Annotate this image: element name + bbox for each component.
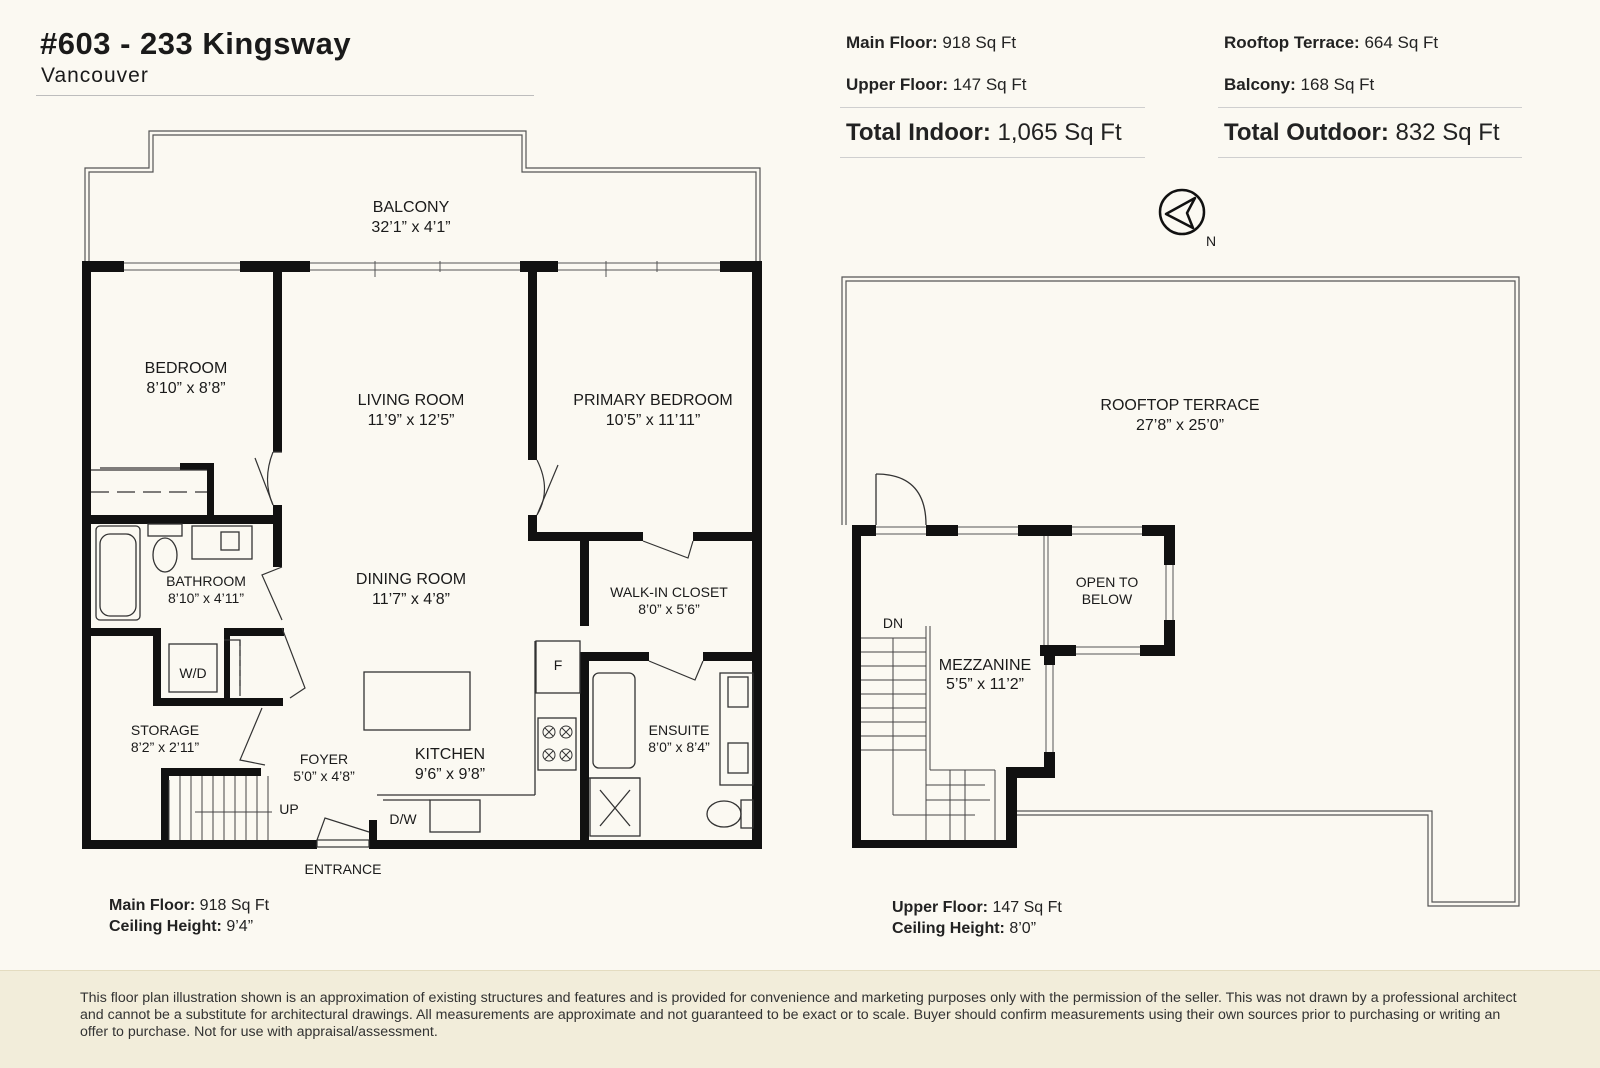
- mezzanine-label: MEZZANINE: [938, 657, 1032, 674]
- storage-dim: 8’2” x 2’11”: [130, 739, 200, 755]
- summary-total-indoor-label: Total Indoor:: [846, 119, 991, 146]
- dining-room-dim: 11’7” x 4’8”: [372, 591, 450, 608]
- caption-main-ceiling-label: Ceiling Height:: [109, 918, 222, 935]
- open-to-below-label-2: BELOW: [1081, 591, 1133, 607]
- summary-total-outdoor-value: 832 Sq Ft: [1395, 119, 1500, 146]
- caption-main-ceiling-value: 9’4”: [226, 918, 254, 935]
- terrace-door: [876, 474, 926, 525]
- summary-upper-floor-value: 147 Sq Ft: [952, 75, 1027, 94]
- main-stairs: [169, 776, 272, 840]
- mezzanine-dim: 5’5” x 11’2”: [946, 676, 1024, 693]
- cooktop-icon: [543, 726, 572, 761]
- open-to-below-label: OPEN TO: [1075, 574, 1139, 590]
- summary-main-floor-value: 918 Sq Ft: [942, 33, 1017, 52]
- bedroom-closet: [91, 468, 207, 492]
- kitchen-fixtures: [364, 641, 580, 832]
- fridge-label: F: [553, 657, 563, 673]
- living-room-dim: 11’9” x 12’5”: [367, 412, 455, 429]
- entrance-label: ENTRANCE: [304, 861, 382, 877]
- balcony-dim: 32’1” x 4’1”: [371, 219, 451, 236]
- disclaimer-text: This floor plan illustration shown is an approximation of existing structures and features and is provided for convenience and marketing purposes only with the permission of the seller. This was not drawn by a professional architect and cannot be a substitute for architectural drawings. All measurements are approximate and not guaranteed to be exact or to scale. Buyer should confirm measurements using their own sources prior to purchasing or writing an offer to purchase. Not for use with appraisal/assessment.: [80, 990, 1517, 1040]
- rooftop-terrace-label: ROOFTOP TERRACE: [1100, 397, 1260, 414]
- caption-upper-ceiling-value: 8’0”: [1009, 920, 1037, 937]
- main-floor-caption: [109, 895, 269, 937]
- balcony-label: BALCONY: [372, 199, 450, 216]
- listing-title: #603 - 233 Kingsway: [40, 26, 352, 61]
- listing-city: Vancouver: [41, 64, 149, 87]
- ensuite-label: ENSUITE: [648, 722, 710, 738]
- summary-rooftop-value: 664 Sq Ft: [1364, 33, 1439, 52]
- rooftop-terrace-dim: 27’8” x 25’0”: [1135, 417, 1225, 434]
- caption-main-floor-label: Main Floor:: [109, 897, 196, 914]
- walk-in-closet-label: WALK-IN CLOSET: [610, 584, 728, 600]
- caption-main-floor-value: 918 Sq Ft: [199, 897, 270, 914]
- foyer-dim: 5’0” x 4’8”: [293, 768, 355, 784]
- kitchen-dim: 9’6” x 9’8”: [414, 766, 486, 783]
- balcony-outline: [85, 131, 760, 261]
- caption-upper-ceiling-label: Ceiling Height:: [892, 920, 1005, 937]
- north-compass-icon: [1160, 190, 1216, 249]
- upper-floor-caption: [892, 897, 1062, 939]
- stairs-down-label: DN: [882, 615, 904, 631]
- upper-floor-plan: [842, 277, 1519, 906]
- summary-rooftop-label: Rooftop Terrace:: [1224, 33, 1360, 52]
- bathroom-dim: 8’10” x 4’11”: [167, 590, 245, 606]
- walk-in-closet-dim: 8’0” x 5’6”: [638, 601, 700, 617]
- ensuite-dim: 8’0” x 8’4”: [648, 739, 710, 755]
- washer-dryer-label: W/D: [179, 665, 207, 681]
- rooftop-terrace-outline: [842, 277, 1519, 906]
- compass-label: N: [1206, 233, 1217, 249]
- doors: [224, 452, 703, 847]
- living-room-label: LIVING ROOM: [357, 392, 465, 409]
- dining-room-label: DINING ROOM: [355, 571, 467, 588]
- dishwasher-label: D/W: [389, 811, 417, 827]
- kitchen-label: KITCHEN: [414, 746, 486, 763]
- primary-bedroom-label: PRIMARY BEDROOM: [573, 392, 733, 409]
- bedroom-dim: 8’10” x 8’8”: [146, 380, 226, 397]
- bathroom-label: BATHROOM: [166, 573, 246, 589]
- summary-total-outdoor-label: Total Outdoor:: [1224, 119, 1389, 146]
- storage-label: STORAGE: [130, 722, 200, 738]
- mezzanine-windows: [876, 527, 1173, 752]
- caption-upper-floor-value: 147 Sq Ft: [992, 899, 1062, 916]
- caption-upper-floor-label: Upper Floor:: [892, 899, 988, 916]
- summary-upper-floor-label: Upper Floor:: [846, 75, 948, 94]
- windows: [124, 261, 720, 277]
- bedroom-label: BEDROOM: [144, 360, 228, 377]
- stairs-up-label: UP: [279, 801, 299, 817]
- foyer-label: FOYER: [299, 751, 349, 767]
- upper-floor-labels: [939, 397, 1260, 693]
- summary-total-indoor-value: 1,065 Sq Ft: [997, 119, 1122, 146]
- main-floor-labels: [145, 199, 733, 783]
- summary-balcony-label: Balcony:: [1224, 75, 1296, 94]
- summary-main-floor-label: Main Floor:: [846, 33, 938, 52]
- main-floor-plan: [82, 131, 762, 877]
- primary-bedroom-dim: 10’5” x 11’11”: [605, 412, 701, 429]
- upper-floor-small-labels: [883, 574, 1138, 631]
- summary-balcony-value: 168 Sq Ft: [1300, 75, 1375, 94]
